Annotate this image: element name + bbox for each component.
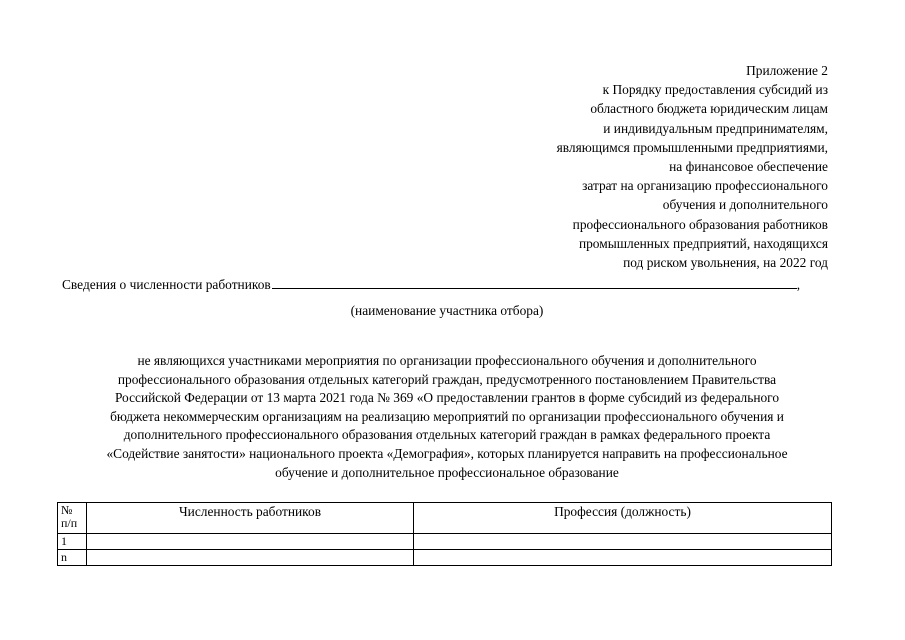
description-line: профессионального образования отдельных категорий граждан, предусмотренного постановлением Правительства [117, 371, 777, 387]
appendix-line: Приложение 2 [746, 63, 828, 78]
appendix-line: затрат на организацию профессионального [582, 178, 828, 194]
appendix-line: под риском увольнения, на 2022 год [623, 255, 828, 271]
row-profession [414, 534, 832, 550]
appendix-line: являющимся промышленными предприятиями, [556, 139, 828, 155]
appendix-header [557, 61, 828, 272]
table-row [58, 534, 832, 550]
appendix-line: областного бюджета юридическим лицам [590, 101, 828, 117]
participant-name-caption: (наименование участника отбора) [350, 303, 544, 318]
description-line: Российской Федерации от 13 марта 2021 года № 369 «О предоставлении грантов в форме субсидий из федерального [114, 390, 780, 406]
info-label: Сведения о численности работников [62, 277, 271, 292]
appendix-line: на финансовое обеспечение [669, 159, 828, 175]
row-worker-count [87, 534, 414, 550]
description-line: бюджета некоммерческим организациям на реализацию мероприятий по организации профессионального обучения и [110, 408, 784, 424]
appendix-line: обучения и дополнительного [662, 197, 828, 213]
info-line [62, 275, 832, 294]
appendix-line: профессионального образования работников [572, 216, 828, 232]
header-number-line2: п/п [61, 516, 78, 530]
description-line: дополнительного профессионального образования отдельных категорий граждан в рамках федерального проекта [123, 427, 771, 443]
header-number [58, 503, 87, 534]
row-number: 1 [58, 534, 87, 550]
table-row [58, 550, 832, 566]
info-trailing: , [796, 277, 801, 292]
description-paragraph [58, 352, 836, 482]
header-worker-count: Численность работников [87, 503, 414, 534]
header-number-line1: № [61, 503, 73, 517]
workers-table [57, 502, 832, 566]
appendix-line: промышленных предприятий, находящихся [578, 235, 828, 251]
table-header-row [58, 503, 832, 534]
description-line: «Содействие занятости» национального проекта «Демография», которых планируется направить на профессиональное [106, 445, 788, 461]
appendix-line: к Порядку предоставления субсидий из [602, 82, 828, 98]
header-profession: Профессия (должность) [414, 503, 832, 534]
row-profession [414, 550, 832, 566]
participant-name-field[interactable] [272, 275, 797, 289]
row-number: n [58, 550, 87, 566]
description-line: не являющихся участниками мероприятия по организации профессионального обучения и дополнительного [137, 353, 757, 368]
description-line: обучение и дополнительное профессиональное образование [275, 464, 619, 480]
appendix-line: и индивидуальным предпринимателям, [603, 120, 828, 136]
row-worker-count [87, 550, 414, 566]
